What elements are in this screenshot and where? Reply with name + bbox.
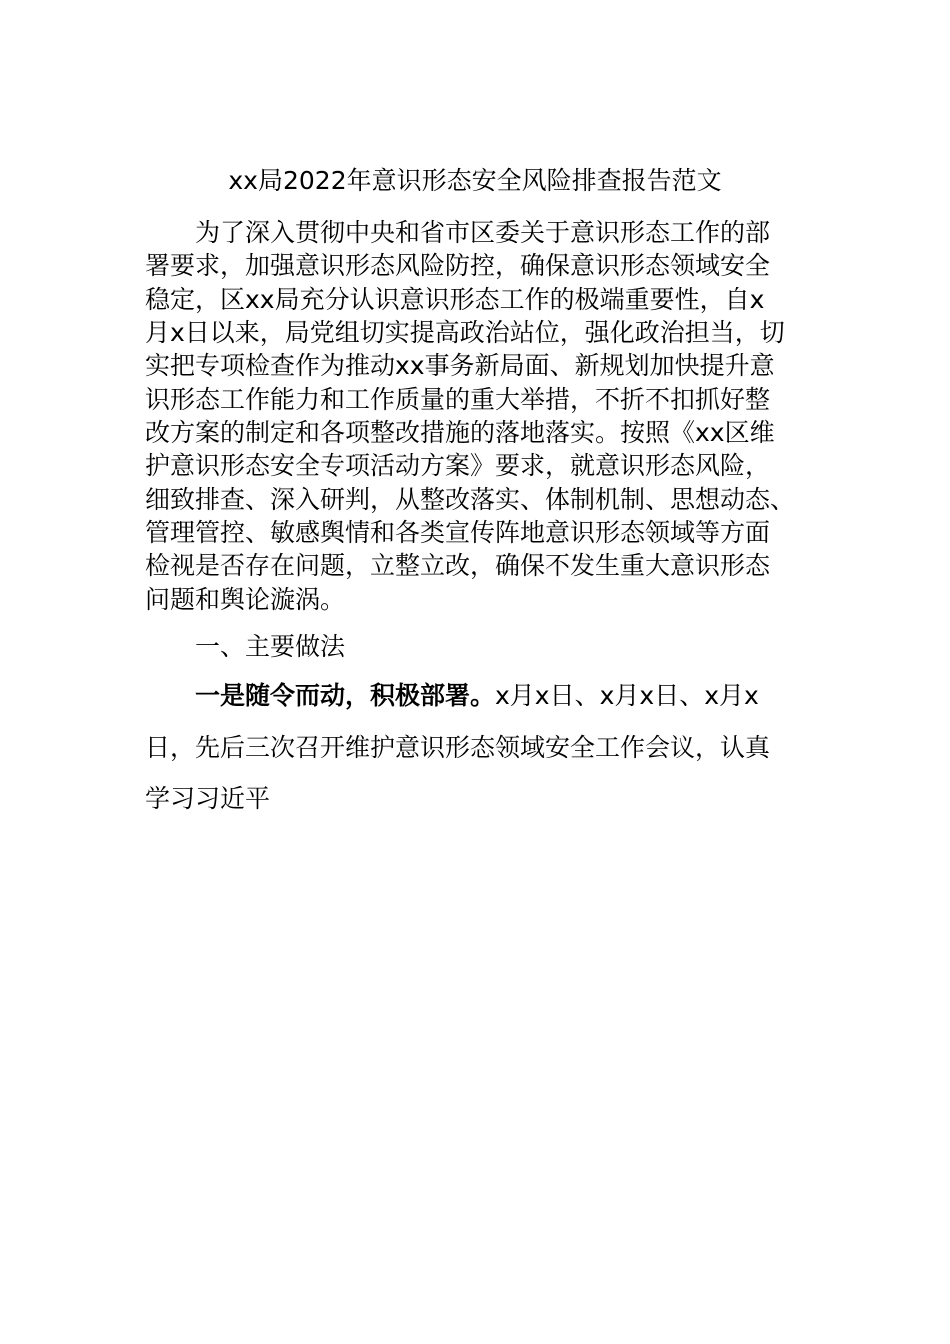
paragraph-line: 检视是否存在问题，立整立改，确保不发生重大意识形态 [145,551,771,580]
paragraph-line: 稳定，区xx局充分认识意识形态工作的极端重要性，自x [145,285,765,314]
paragraph-line: 识形态工作能力和工作质量的重大举措，不折不扣抓好整 [145,385,771,414]
point-heading: 一是随令而动，积极部署。 [195,681,496,710]
paragraph-line: 护意识形态安全专项活动方案》要求，就意识形态风险， [145,451,771,480]
paragraph-line: 实把专项检查作为推动xx事务新局面、新规划加快提升意 [145,351,775,380]
paragraph-line: 改方案的制定和各项整改措施的落地落实。按照《xx区维 [145,418,775,447]
paragraph-line: 问题和舆论漩涡。 [145,585,346,614]
section-heading: 一、主要做法 [195,632,346,661]
paragraph-line: 细致排查、深入研判，从整改落实、体制机制、思想动态、 [145,485,796,514]
paragraph-line: 管理管控、敏感舆情和各类宣传阵地意识形态领域等方面 [145,518,771,547]
point-line: 日，先后三次召开维护意识形态领域安全工作会议，认真 [145,733,771,762]
paragraph-line: 为了深入贯彻中央和省市区委关于意识形态工作的部 [195,218,771,247]
paragraph-line: 署要求，加强意识形态风险防控，确保意识形态领域安全 [145,251,771,280]
point-line: 学习习近平 [145,784,271,813]
point-text: x月x日、x月x日、x月x [495,681,759,710]
document-title: xx局2022年意识形态安全风险排查报告范文 [228,166,722,195]
point-first-line [195,678,759,714]
paragraph-line: 月x日以来，局党组切实提高政治站位，强化政治担当，切 [145,318,785,347]
